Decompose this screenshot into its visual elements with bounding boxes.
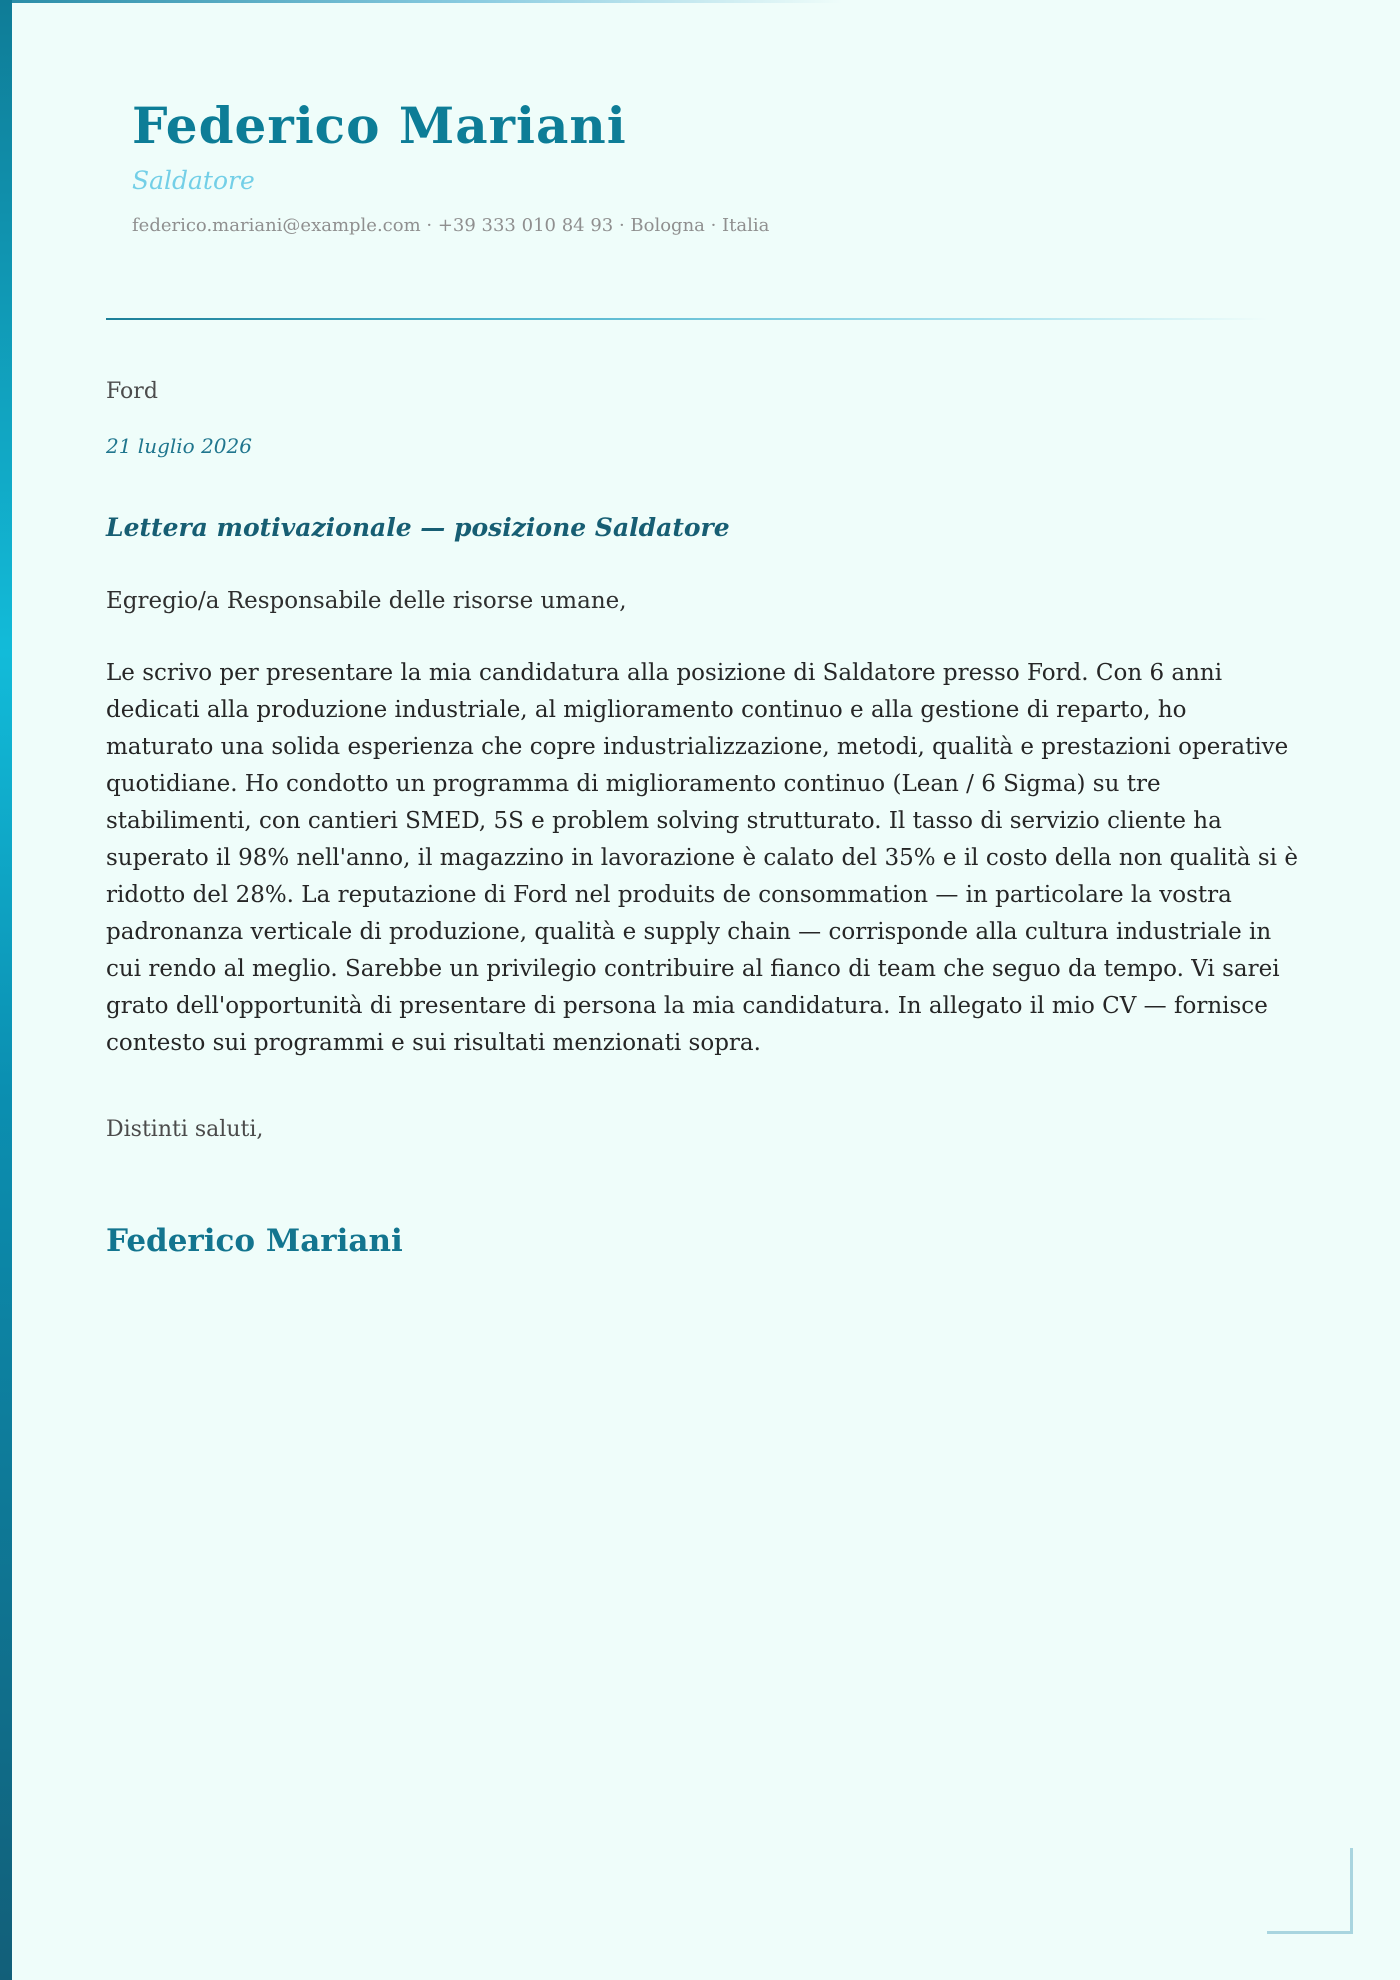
header-divider (106, 318, 1268, 320)
recipient-company: Ford (106, 379, 158, 404)
bottom-right-corner-mark (1267, 1848, 1353, 1934)
letter-closing: Distinti saluti, (106, 1117, 264, 1142)
letter-signature-name: Federico Mariani (106, 1223, 403, 1259)
letter-date: 21 luglio 2026 (106, 434, 252, 458)
letter-salutation: Egregio/a Responsabile delle risorse umane, (106, 588, 627, 614)
sender-role: Saldatore (132, 166, 255, 195)
sender-contact-info: federico.mariani@example.com · +39 333 010 84 93 · Bologna · Italia (132, 215, 770, 236)
letter-body-paragraph: Le scrivo per presentare la mia candidatura alla posizione di Saldatore presso Ford. Con 6 anni dedicati alla produzione industriale, al miglioramento continuo e alla gestione di reparto, ho maturato una solida esperienza che copre industrializzazione, metodi, qualità e prestazioni operative quotidiane. Ho condotto un programma di miglioramento continuo (Lean / 6 Sigma) su tre stabilimenti, con cantieri SMED, 5S e problem solving strutturato. Il tasso di servizio cliente ha superato il 98% nell'anno, il magazzino in lavorazione è calato del 35% e il costo della non qualità si è ridotto del 28%. La reputazione di Ford nel produits de consommation — in particolare la vostra padronanza verticale di produzione, qualità e supply chain — corrisponde alla cultura industriale in cui rendo al meglio. Sarebbe un privilegio contribuire al fianco di team che seguo da tempo. Vi sarei grato dell'opportunità di presentare di persona la mia candidatura. In allegato il mio CV — fornisce contesto sui programmi e sui risultati menzionati sopra. (106, 660, 1298, 1056)
letter-subject: Lettera motivazionale — posizione Saldatore (106, 513, 730, 542)
letter-content (106, 378, 1300, 1259)
left-accent-rail (0, 0, 12, 1980)
top-accent-rule (12, 0, 842, 3)
sender-name: Federico Mariani (132, 96, 627, 155)
letter-header (132, 96, 1192, 238)
